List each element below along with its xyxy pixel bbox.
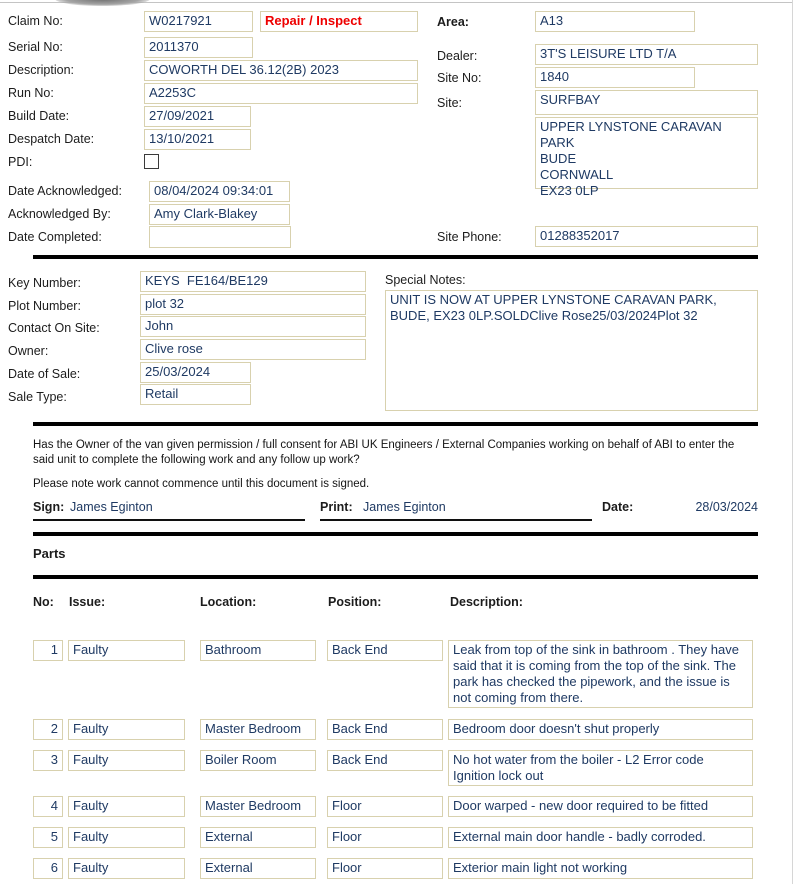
despatch-date-field[interactable]: 13/10/2021: [144, 129, 251, 150]
sale-type-field[interactable]: Retail: [140, 384, 251, 405]
section-divider-4: [33, 575, 758, 579]
part-position-field[interactable]: Floor: [327, 827, 443, 848]
date-completed-field[interactable]: [149, 226, 291, 248]
parts-section-title: Parts: [33, 546, 66, 561]
parts-header-position: Position:: [328, 595, 382, 609]
owner-label: Owner:: [8, 344, 49, 358]
date-completed-label: Date Completed:: [8, 230, 102, 244]
part-location-field[interactable]: External: [200, 858, 316, 879]
parts-header-description: Description:: [450, 595, 523, 609]
part-position-field[interactable]: Floor: [327, 858, 443, 879]
part-description-field[interactable]: No hot water from the boiler - L2 Error code Ignition lock out: [448, 750, 753, 786]
dealer-field[interactable]: 3T'S LEISURE LTD T/A: [535, 44, 758, 65]
plot-number-label: Plot Number:: [8, 299, 81, 313]
sale-type-label: Sale Type:: [8, 390, 67, 404]
part-no-field[interactable]: 2: [33, 719, 63, 740]
sign-value[interactable]: James Eginton: [70, 500, 153, 514]
key-number-label: Key Number:: [8, 276, 81, 290]
section-divider-1: [33, 255, 758, 259]
run-no-label: Run No:: [8, 86, 54, 100]
section-divider-2: [33, 422, 758, 426]
plot-number-field[interactable]: plot 32: [140, 294, 366, 315]
part-no-field[interactable]: 5: [33, 827, 63, 848]
consent-note-text: Please note work cannot commence until this document is signed.: [33, 478, 370, 490]
site-label: Site:: [437, 96, 463, 110]
acknowledged-by-field[interactable]: Amy Clark-Blakey: [149, 204, 290, 225]
date-of-sale-label: Date of Sale:: [8, 367, 81, 381]
site-phone-field[interactable]: 01288352017: [535, 226, 758, 247]
part-location-field[interactable]: Master Bedroom: [200, 796, 316, 817]
part-no-field[interactable]: 6: [33, 858, 63, 879]
part-position-field[interactable]: Floor: [327, 796, 443, 817]
print-value[interactable]: James Eginton: [363, 500, 446, 514]
part-position-field[interactable]: Back End: [327, 719, 443, 740]
part-issue-field[interactable]: Faulty: [68, 858, 185, 879]
date-acknowledged-field[interactable]: 08/04/2024 09:34:01: [149, 181, 290, 202]
section-divider-3: [33, 532, 758, 536]
special-notes-label: Special Notes:: [385, 273, 466, 287]
print-underline: [320, 519, 592, 521]
part-location-field[interactable]: Boiler Room: [200, 750, 316, 771]
date-of-sale-field[interactable]: 25/03/2024: [140, 362, 251, 383]
claim-no-field[interactable]: W0217921: [144, 11, 253, 32]
description-field[interactable]: COWORTH DEL 36.12(2B) 2023: [144, 60, 418, 81]
serial-no-label: Serial No:: [8, 40, 63, 54]
pdi-label: PDI:: [8, 155, 33, 169]
sign-underline: [33, 519, 305, 521]
contact-on-site-label: Contact On Site:: [8, 321, 100, 335]
despatch-date-label: Despatch Date:: [8, 132, 95, 146]
serial-no-field[interactable]: 2011370: [144, 37, 253, 58]
area-field[interactable]: A13: [535, 11, 695, 32]
owner-field[interactable]: Clive rose: [140, 339, 366, 360]
site-no-field[interactable]: 1840: [535, 67, 695, 88]
part-location-field[interactable]: Master Bedroom: [200, 719, 316, 740]
part-no-field[interactable]: 1: [33, 640, 63, 661]
contact-on-site-field[interactable]: John: [140, 316, 366, 337]
build-date-label: Build Date:: [8, 109, 70, 123]
build-date-field[interactable]: 27/09/2021: [144, 106, 251, 127]
part-issue-field[interactable]: Faulty: [68, 640, 185, 661]
part-position-field[interactable]: Back End: [327, 640, 443, 661]
part-description-field[interactable]: External main door handle - badly corroded.: [448, 827, 753, 848]
area-label: Area:: [437, 15, 469, 29]
sign-label: Sign:: [33, 500, 65, 514]
part-issue-field[interactable]: Faulty: [68, 827, 185, 848]
site-phone-label: Site Phone:: [437, 230, 502, 244]
page-curl-shadow-decoration: [55, 0, 150, 6]
date-value[interactable]: 28/03/2024: [695, 500, 758, 514]
site-field[interactable]: SURFBAY: [535, 90, 758, 115]
consent-question-text: Has the Owner of the van given permission / full consent for ABI UK Engineers / External Companies working on behalf of ABI to enter the said unit to complete the following work and any follow up work?: [33, 439, 735, 466]
part-description-field[interactable]: Bedroom door doesn't shut properly: [448, 719, 753, 740]
dealer-label: Dealer:: [437, 49, 478, 63]
site-address-field[interactable]: UPPER LYNSTONE CARAVAN PARK BUDE CORNWALL EX23 0LP: [535, 117, 758, 189]
claim-type-field[interactable]: Repair / Inspect: [260, 11, 418, 32]
part-description-field[interactable]: Leak from top of the sink in bathroom . They have said that it is coming from the top of the sink. The park has checked the pipework, and the issue is not coming from there.: [448, 640, 753, 708]
run-no-field[interactable]: A2253C: [144, 83, 418, 104]
date-label: Date:: [602, 500, 634, 514]
pdi-checkbox[interactable]: [144, 154, 159, 169]
part-no-field[interactable]: 4: [33, 796, 63, 817]
part-location-field[interactable]: Bathroom: [200, 640, 316, 661]
claim-no-label: Claim No:: [8, 14, 63, 28]
key-number-field[interactable]: KEYS FE164/BE129: [140, 271, 366, 292]
site-no-label: Site No:: [437, 71, 482, 85]
part-issue-field[interactable]: Faulty: [68, 719, 185, 740]
part-position-field[interactable]: Back End: [327, 750, 443, 771]
parts-header-no: No:: [33, 595, 54, 609]
special-notes-field[interactable]: UNIT IS NOW AT UPPER LYNSTONE CARAVAN PARK, BUDE, EX23 0LP.SOLDClive Rose25/03/2024Plot 32: [385, 290, 758, 411]
part-issue-field[interactable]: Faulty: [68, 750, 185, 771]
part-description-field[interactable]: Exterior main light not working: [448, 858, 753, 879]
parts-header-issue: Issue:: [69, 595, 106, 609]
acknowledged-by-label: Acknowledged By:: [8, 207, 111, 221]
part-issue-field[interactable]: Faulty: [68, 796, 185, 817]
print-label: Print:: [320, 500, 353, 514]
part-location-field[interactable]: External: [200, 827, 316, 848]
description-label: Description:: [8, 63, 74, 77]
date-acknowledged-label: Date Acknowledged:: [8, 184, 122, 198]
part-no-field[interactable]: 3: [33, 750, 63, 771]
parts-header-location: Location:: [200, 595, 257, 609]
part-description-field[interactable]: Door warped - new door required to be fitted: [448, 796, 753, 817]
